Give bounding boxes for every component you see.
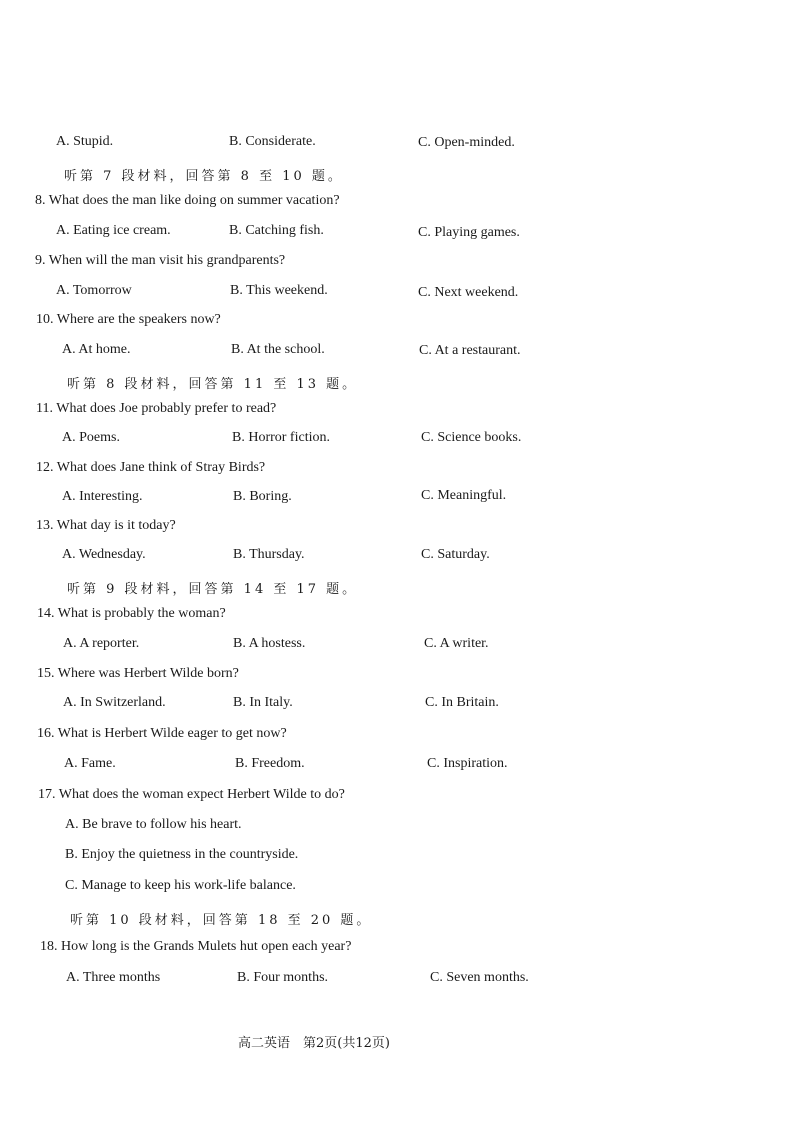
question-13: 13. What day is it today? bbox=[36, 518, 176, 533]
q17-option-a: A. Be brave to follow his heart. bbox=[65, 817, 242, 832]
q13-option-c: C. Saturday. bbox=[421, 547, 490, 562]
q14-option-a: A. A reporter. bbox=[63, 636, 140, 651]
section-instruction-8: 听第 8 段材料，回答第 11 至 13 题。 bbox=[67, 377, 359, 392]
q14-option-c: C. A writer. bbox=[424, 636, 489, 651]
q18-option-c: C. Seven months. bbox=[430, 970, 529, 985]
q18-option-b: B. Four months. bbox=[237, 970, 329, 985]
q15-option-c: C. In Britain. bbox=[425, 695, 499, 710]
q18-option-a: A. Three months bbox=[66, 970, 161, 985]
q12-option-c: C. Meaningful. bbox=[421, 488, 507, 503]
q9-option-b: B. This weekend. bbox=[230, 283, 328, 298]
q8-option-b: B. Catching fish. bbox=[229, 223, 324, 238]
section-instruction-9: 听第 9 段材料，回答第 14 至 17 题。 bbox=[67, 582, 359, 597]
question-18: 18. How long is the Grands Mulets hut open each year? bbox=[40, 939, 352, 954]
q7-option-c: C. Open-minded. bbox=[418, 135, 515, 150]
q10-option-b: B. At the school. bbox=[231, 342, 325, 357]
q16-option-c: C. Inspiration. bbox=[427, 756, 508, 771]
section-instruction-10: 听第 10 段材料，回答第 18 至 20 题。 bbox=[70, 913, 373, 928]
q11-option-b: B. Horror fiction. bbox=[232, 430, 330, 445]
q7-option-b: B. Considerate. bbox=[229, 134, 316, 149]
q9-option-c: C. Next weekend. bbox=[418, 285, 519, 300]
q12-option-a: A. Interesting. bbox=[62, 489, 143, 504]
q13-option-b: B. Thursday. bbox=[233, 547, 305, 562]
q15-option-b: B. In Italy. bbox=[233, 695, 293, 710]
question-11: 11. What does Joe probably prefer to read? bbox=[36, 401, 277, 416]
question-9: 9. When will the man visit his grandparents? bbox=[35, 253, 286, 268]
q11-option-c: C. Science books. bbox=[421, 430, 522, 445]
question-10: 10. Where are the speakers now? bbox=[36, 312, 221, 327]
q14-option-b: B. A hostess. bbox=[233, 636, 306, 651]
question-14: 14. What is probably the woman? bbox=[37, 606, 226, 621]
q13-option-a: A. Wednesday. bbox=[62, 547, 146, 562]
question-16: 16. What is Herbert Wilde eager to get now? bbox=[37, 726, 287, 741]
page-footer: 高二英语 第2页(共12页) bbox=[238, 1036, 390, 1051]
q16-option-b: B. Freedom. bbox=[235, 756, 305, 771]
q10-option-a: A. At home. bbox=[62, 342, 131, 357]
question-8: 8. What does the man like doing on summer vacation? bbox=[35, 193, 340, 208]
q17-option-b: B. Enjoy the quietness in the countryside. bbox=[65, 847, 299, 862]
q8-option-a: A. Eating ice cream. bbox=[56, 223, 171, 238]
q12-option-b: B. Boring. bbox=[233, 489, 292, 504]
q17-option-c: C. Manage to keep his work-life balance. bbox=[65, 878, 296, 893]
question-15: 15. Where was Herbert Wilde born? bbox=[37, 666, 239, 681]
q10-option-c: C. At a restaurant. bbox=[419, 343, 521, 358]
q15-option-a: A. In Switzerland. bbox=[63, 695, 166, 710]
section-instruction-7: 听第 7 段材料，回答第 8 至 10 题。 bbox=[64, 169, 344, 184]
question-12: 12. What does Jane think of Stray Birds? bbox=[36, 460, 266, 475]
q16-option-a: A. Fame. bbox=[64, 756, 116, 771]
q8-option-c: C. Playing games. bbox=[418, 225, 520, 240]
q9-option-a: A. Tomorrow bbox=[56, 283, 132, 298]
q11-option-a: A. Poems. bbox=[62, 430, 120, 445]
q7-option-a: A. Stupid. bbox=[56, 134, 114, 149]
question-17: 17. What does the woman expect Herbert Wilde to do? bbox=[38, 787, 345, 802]
